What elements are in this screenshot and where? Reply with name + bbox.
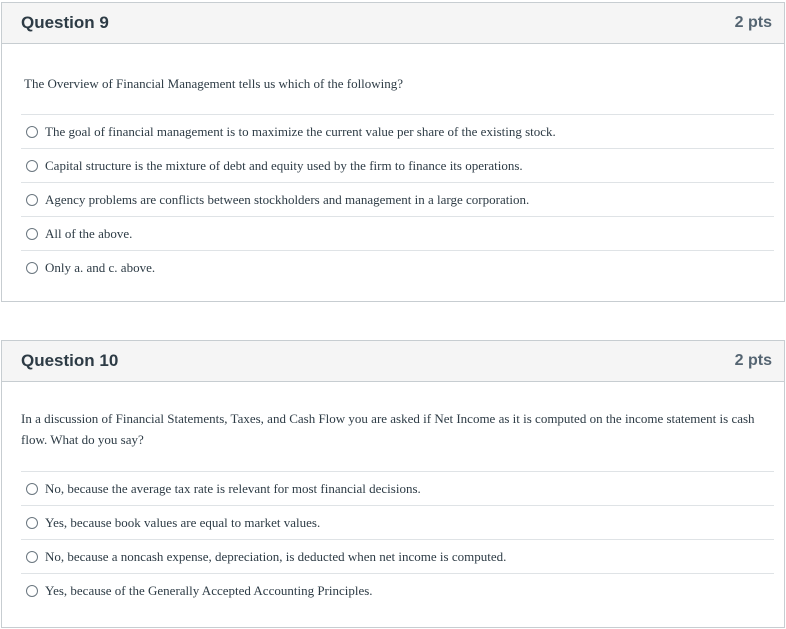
answer-option-1[interactable] (21, 114, 774, 148)
radio-button-icon[interactable] (26, 228, 38, 240)
radio-button-icon[interactable] (26, 126, 38, 138)
question-10-card (1, 340, 785, 628)
question-points: 2 pts (734, 14, 772, 31)
radio-button-icon[interactable] (26, 483, 38, 495)
question-points: 2 pts (734, 352, 772, 369)
answer-list (21, 471, 774, 607)
answer-option-1[interactable] (21, 471, 774, 505)
answer-option-3[interactable] (21, 182, 774, 216)
answer-option-4[interactable] (21, 573, 774, 607)
radio-button-icon[interactable] (26, 262, 38, 274)
question-9-card (1, 2, 785, 302)
answer-label: Capital structure is the mixture of debt and equity used by the firm to finance its operations. (45, 157, 523, 173)
answer-option-2[interactable] (21, 505, 774, 539)
radio-button-icon[interactable] (26, 551, 38, 563)
question-text: The Overview of Financial Management tells us which of the following? (24, 76, 404, 91)
question-header (2, 3, 784, 44)
answer-label: Yes, because book values are equal to market values. (45, 514, 321, 530)
answer-option-2[interactable] (21, 148, 774, 182)
answer-label: No, because the average tax rate is relevant for most financial decisions. (45, 480, 421, 496)
answer-option-4[interactable] (21, 216, 774, 250)
answer-label: All of the above. (45, 225, 133, 241)
answer-label: Only a. and c. above. (45, 259, 156, 275)
radio-button-icon[interactable] (26, 194, 38, 206)
answer-label: No, because a noncash expense, depreciation, is deducted when net income is computed. (45, 548, 507, 564)
answer-label: Agency problems are conflicts between stockholders and management in a large corporation. (45, 191, 530, 207)
radio-button-icon[interactable] (26, 585, 38, 597)
question-title: Question 10 (21, 351, 119, 370)
question-title: Question 9 (21, 13, 109, 32)
answer-option-3[interactable] (21, 539, 774, 573)
radio-button-icon[interactable] (26, 517, 38, 529)
question-header (2, 341, 784, 382)
answer-label: The goal of financial management is to maximize the current value per share of the existing stock. (45, 123, 556, 139)
answer-list (21, 114, 774, 284)
radio-button-icon[interactable] (26, 160, 38, 172)
answer-option-5[interactable] (21, 250, 774, 284)
answer-label: Yes, because of the Generally Accepted Accounting Principles. (45, 582, 373, 598)
question-text: In a discussion of Financial Statements, Taxes, and Cash Flow you are asked if Net Income as it is computed on the income statement is cash flow. What do you say? (21, 411, 755, 447)
